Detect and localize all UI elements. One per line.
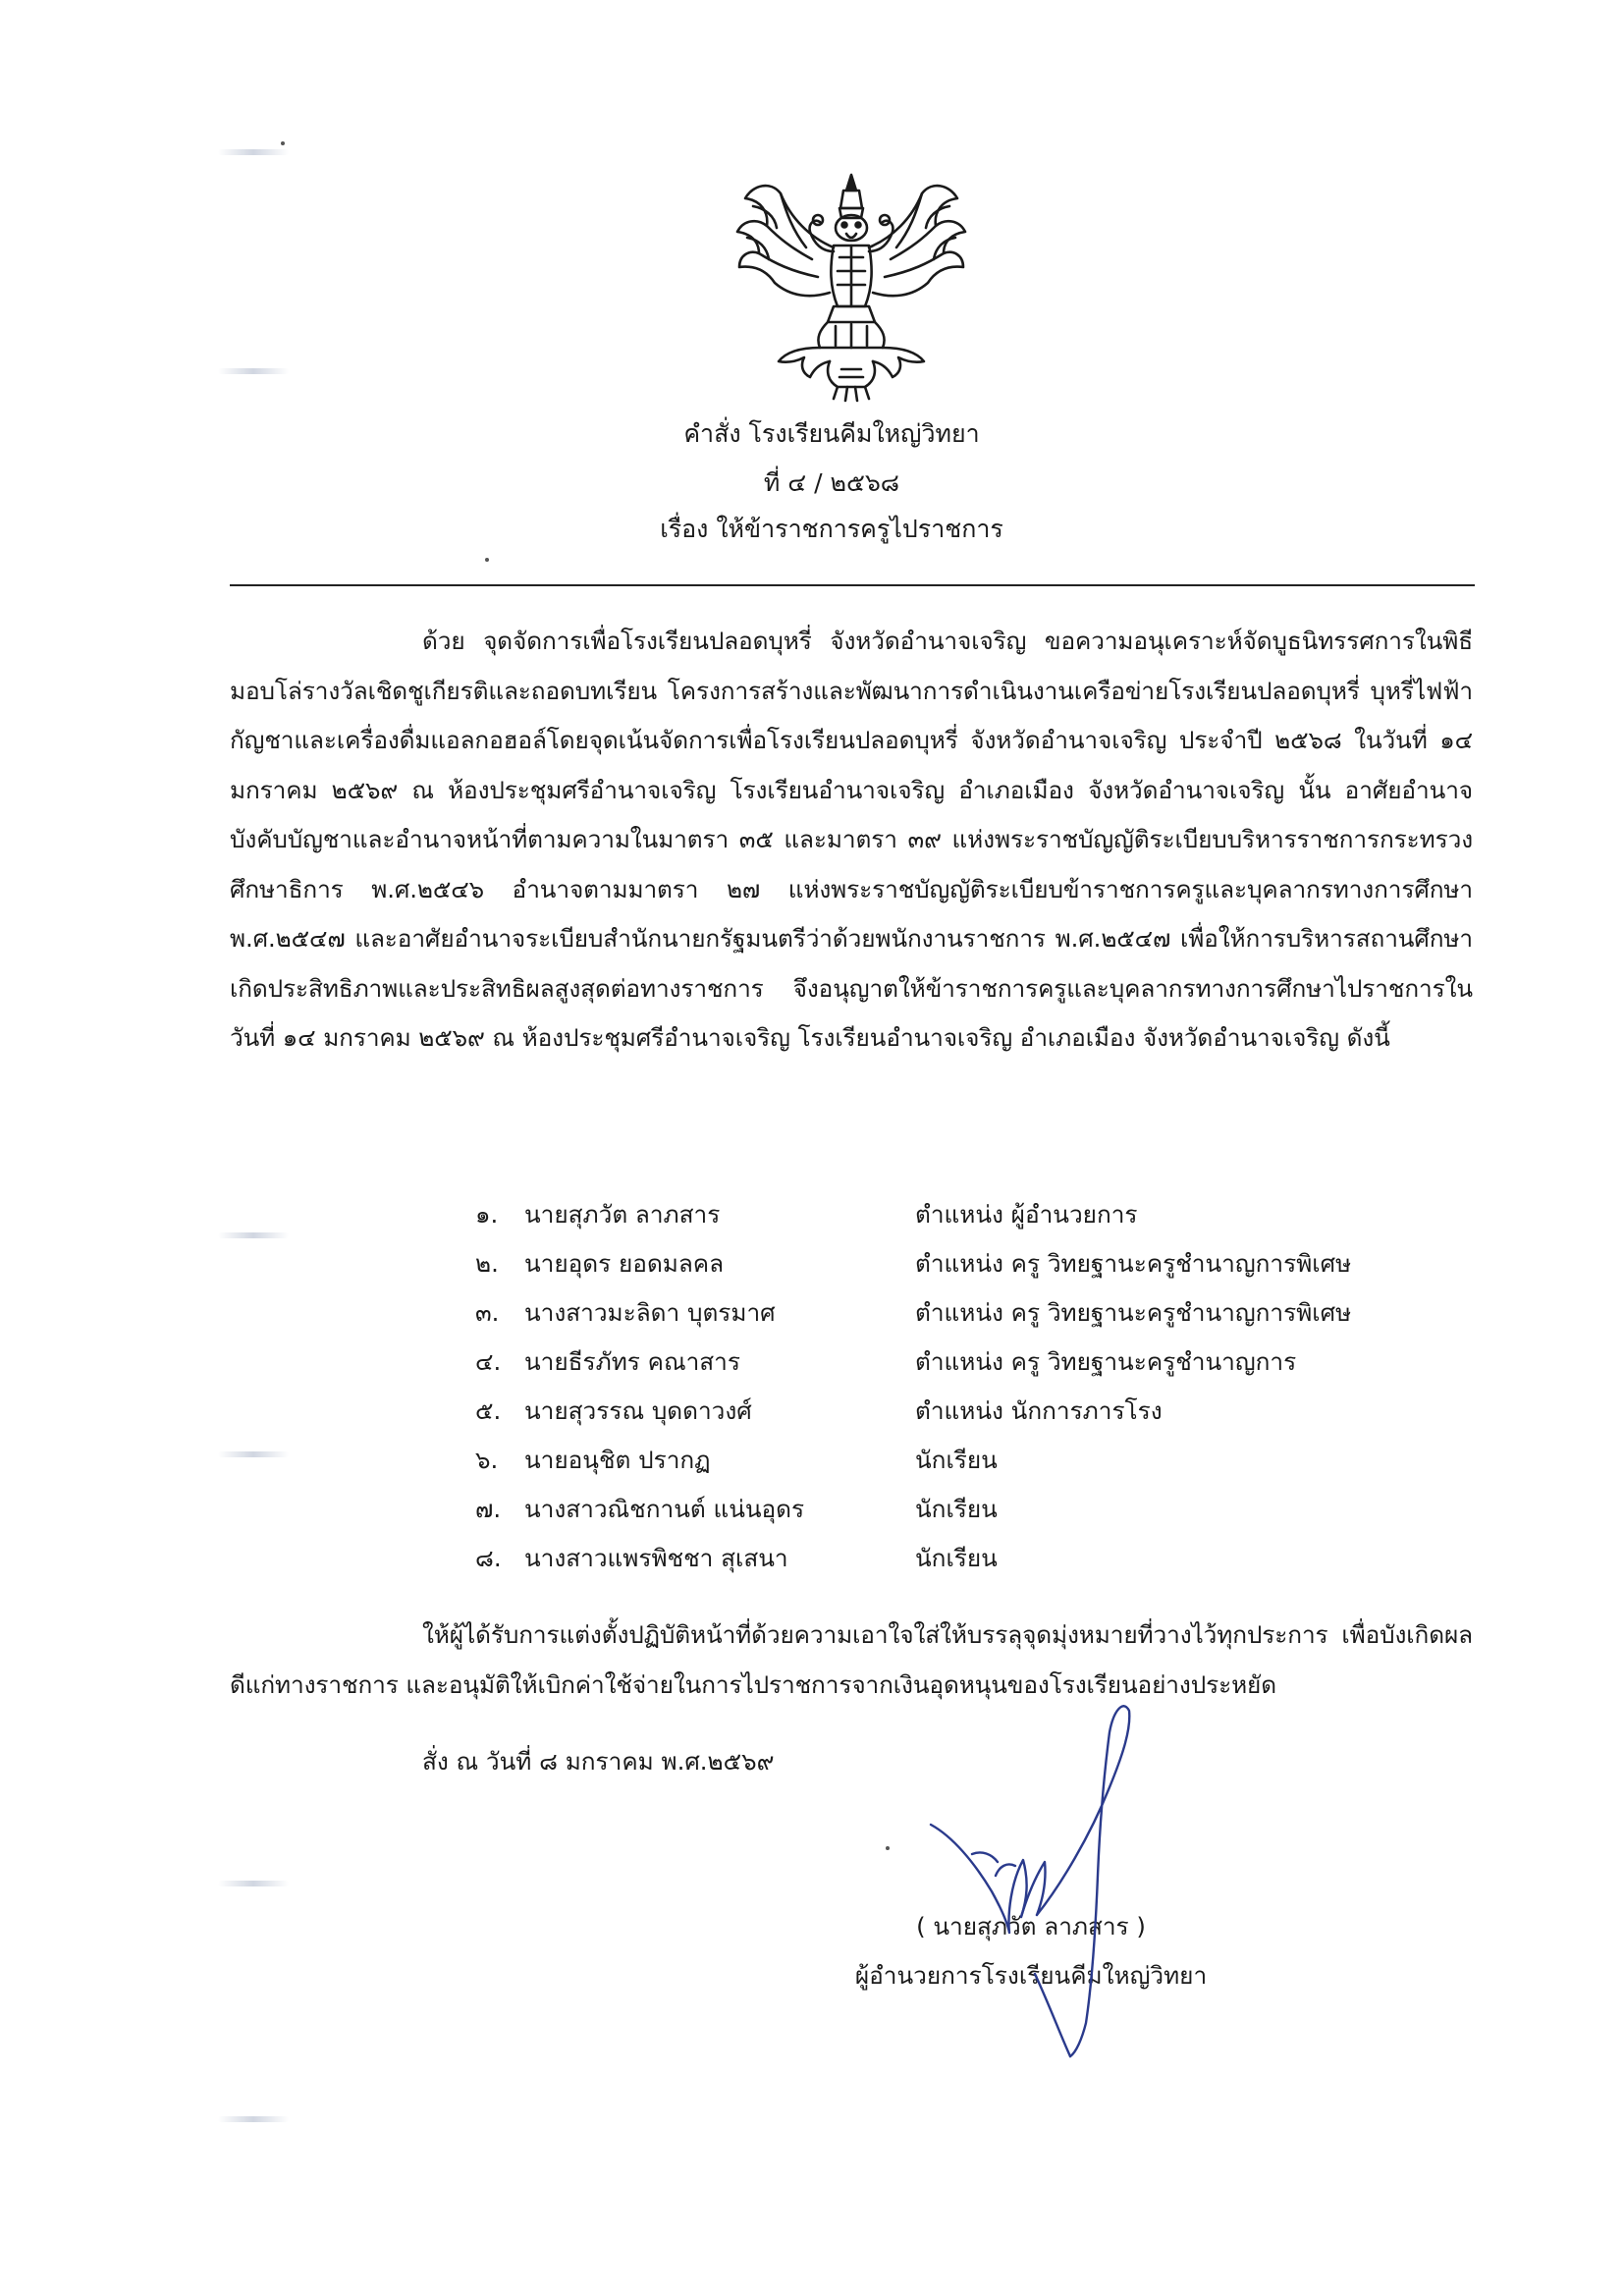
list-item-number: ๗. xyxy=(475,1495,502,1523)
list-item-number: ๓. xyxy=(475,1298,500,1327)
garuda-emblem-icon xyxy=(731,169,972,405)
list-item xyxy=(475,1190,1457,1239)
list-item-name: นายธีรภัทร คณาสาร xyxy=(524,1347,740,1376)
list-item-number: ๑. xyxy=(475,1200,499,1229)
list-item-number: ๔. xyxy=(475,1347,502,1376)
list-item-name: นายอนุชิต ปรากฏ xyxy=(524,1446,711,1474)
scan-artifact xyxy=(218,149,289,155)
scan-speck xyxy=(886,1846,890,1850)
order-heading: คำสั่ง โรงเรียนคีมใหญ่วิทยา xyxy=(683,419,980,448)
handwritten-signature-icon xyxy=(913,1689,1237,2062)
list-item-name: นายสุวรรณ บุดดาวงศ์ xyxy=(524,1396,752,1425)
list-item-position: ตำแหน่ง ครู วิทยฐานะครูชำนาญการ xyxy=(915,1347,1297,1376)
signatory-name: ( นายสุภวัต ลาภสาร ) xyxy=(916,1912,1146,1941)
list-item-name: นางสาวแพรพิชชา สุเสนา xyxy=(524,1544,788,1572)
list-item xyxy=(475,1387,1457,1436)
body-paragraph-closing: ให้ผู้ได้รับการแต่งตั้งปฏิบัติหน้าที่ด้วยความเอาใจใส่ให้บรรลุจุดมุ่งหมายที่วางไว้ทุกประการ เพื่อบังเกิดผลดีแก่ทางราชการ และอนุมัติให้เบิกค่าใช้จ่ายในการไปราชการจากเงินอุดหนุนของโรงเรียนอย่างประหยัด xyxy=(230,1620,1473,1699)
scan-artifact xyxy=(218,2116,289,2122)
signatory-title: ผู้อำนวยการโรงเรียนคีมใหญ่วิทยา xyxy=(854,1961,1208,1990)
order-subject: เรื่อง ให้ข้าราชการครูไปราชการ xyxy=(660,515,1003,543)
list-item-position: นักเรียน xyxy=(915,1446,998,1474)
list-item xyxy=(475,1534,1457,1583)
list-item-position: ตำแหน่ง นักการภารโรง xyxy=(915,1396,1163,1425)
list-item-position: ตำแหน่ง ครู วิทยฐานะครูชำนาญการพิเศษ xyxy=(915,1249,1352,1278)
order-number: ที่ ๔ / ๒๕๖๘ xyxy=(763,468,900,497)
list-item-number: ๖. xyxy=(475,1446,499,1474)
scan-speck xyxy=(281,141,285,145)
scan-artifact xyxy=(218,1881,289,1886)
list-item xyxy=(475,1436,1457,1485)
list-item-name: นางสาวมะลิดา บุตรมาศ xyxy=(524,1298,776,1327)
body-paragraph-intro: ด้วย จุดจัดการเพื่อโรงเรียนปลอดบุหรี่ จังหวัดอำนาจเจริญ ขอความอนุเคราะห์จัดบูธนิทรรศการในพิธีมอบโล่รางวัลเชิดชูเกียรติและถอดบทเรียน โครงการสร้างและพัฒนาการดำเนินงานเครือข่ายโรงเรียนปลอดบุหรี่ บุหรี่ไฟฟ้า กัญชาและเครื่องดื่มแอลกอฮอล์โดยจุดเน้นจัดการเพื่อโรงเรียนปลอดบุหรี่ จังหวัดอำนาจเจริญ ประจำปี ๒๕๖๘ ในวันที่ ๑๔ มกราคม ๒๕๖๙ ณ ห้องประชุมศรีอำนาจเจริญ โรงเรียนอำนาจเจริญ อำเภอเมือง จังหวัดอำนาจเจริญ นั้น อาศัยอำนาจบังคับบัญชาและอำนาจหน้าที่ตามความในมาตรา ๓๕ และมาตรา ๓๙ แห่งพระราชบัญญัติระเบียบบริหารราชการกระทรวงศึกษาธิการ พ.ศ.๒๕๔๖ อำนาจตามมาตรา ๒๗ แห่งพระราชบัญญัติระเบียบข้าราชการครูและบุคลากรทางการศึกษา พ.ศ.๒๕๔๗ และอาศัยอำนาจระเบียบสำนักนายกรัฐมนตรีว่าด้วยพนักงานราชการ พ.ศ.๒๕๔๗ เพื่อให้การบริหารสถานศึกษาเกิดประสิทธิภาพและประสิทธิผลสูงสุดต่อทางราชการ จึงอนุญาตให้ข้าราชการครูและบุคลากรทางการศึกษาไปราชการในวันที่ ๑๔ มกราคม ๒๕๖๙ ณ ห้องประชุมศรีอำนาจเจริญ โรงเรียนอำนาจเจริญ อำเภอเมือง จังหวัดอำนาจเจริญ ดังนี้ xyxy=(230,627,1473,1052)
list-item xyxy=(475,1239,1457,1288)
order-date: สั่ง ณ วันที่ ๘ มกราคม พ.ศ.๒๕๖๙ xyxy=(422,1747,775,1776)
list-item-position: นักเรียน xyxy=(915,1544,998,1572)
list-item-position: ตำแหน่ง ผู้อำนวยการ xyxy=(915,1200,1138,1229)
scan-artifact xyxy=(218,1232,289,1238)
list-item-number: ๒. xyxy=(475,1249,499,1278)
header-divider xyxy=(230,584,1475,586)
list-item xyxy=(475,1288,1457,1338)
list-item xyxy=(475,1338,1457,1387)
personnel-list xyxy=(475,1190,1457,1583)
scan-artifact xyxy=(218,1451,289,1457)
list-item-position: ตำแหน่ง ครู วิทยฐานะครูชำนาญการพิเศษ xyxy=(915,1298,1352,1327)
list-item-number: ๕. xyxy=(475,1396,502,1425)
list-item xyxy=(475,1485,1457,1534)
list-item-name: นายสุภวัต ลาภสาร xyxy=(524,1200,721,1229)
list-item-position: นักเรียน xyxy=(915,1495,998,1523)
scan-artifact xyxy=(218,368,289,374)
list-item-name: นางสาวณิชกานต์ แน่นอุดร xyxy=(524,1495,805,1523)
list-item-number: ๘. xyxy=(475,1544,502,1572)
list-item-name: นายอุดร ยอดมลคล xyxy=(524,1249,725,1278)
scan-speck xyxy=(485,558,489,562)
